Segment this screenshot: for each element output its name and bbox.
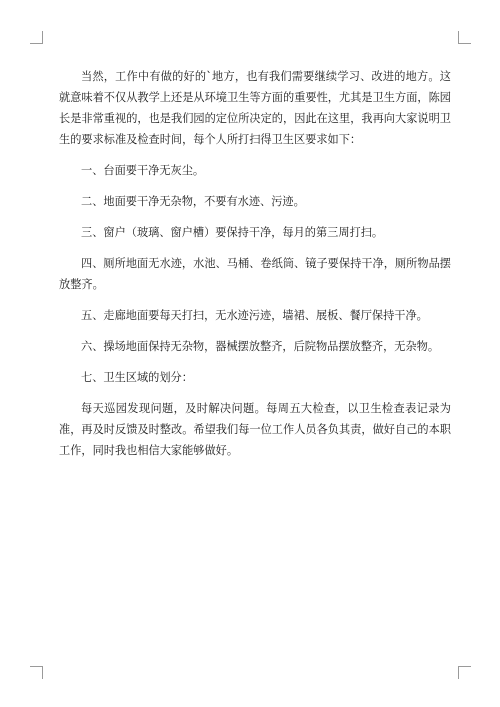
crop-mark-bottom-right: [458, 666, 471, 679]
intro-paragraph: 当然，工作中有做的好的`地方，也有我们需要继续学习、改进的地方。这就意味着不仅从教学上还是从环境卫生等方面的重要性，尤其是卫生方面，陈园长是非常重视的，也是我们园的定位所决定的，因此在这里，我再向大家说明卫生的要求标准及检查时间，每个人所打扫得卫生区要求如下：: [59, 70, 451, 146]
document-body: [59, 66, 451, 461]
closing-paragraph: 每天巡园发现问题，及时解决问题。每周五大检查，以卫生检查表记录为准，再及时反馈及时整改。希望我们每一位工作人员各负其责，做好自己的本职工作，同时我也相信大家能够做好。: [59, 402, 451, 457]
crop-mark-top-right: [458, 31, 471, 44]
requirement-item-2: 二、地面要干净无杂物，不要有水迹、污迹。: [81, 195, 305, 208]
requirement-item-3: 三、窗户（玻璃、窗户槽）要保持干净，每月的第三周打扫。: [81, 226, 384, 239]
requirement-item-7: 七、卫生区域的划分：: [81, 371, 193, 384]
crop-mark-top-left: [30, 31, 43, 44]
requirement-item-1: 一、台面要干净无灰尘。: [81, 164, 205, 177]
requirement-item-6: 六、操场地面保持无杂物，器械摆放整齐，后院物品摆放整齐，无杂物。: [81, 340, 440, 353]
crop-mark-bottom-left: [30, 666, 43, 679]
requirement-item-5: 五、走廊地面要每天打扫，无水迹污迹，墙裙、展板、餐厅保持干净。: [81, 309, 428, 322]
requirement-item-4: 四、厕所地面无水迹，水池、马桶、卷纸筒、镜子要保持干净，厕所物品摆放整齐。: [59, 257, 451, 291]
